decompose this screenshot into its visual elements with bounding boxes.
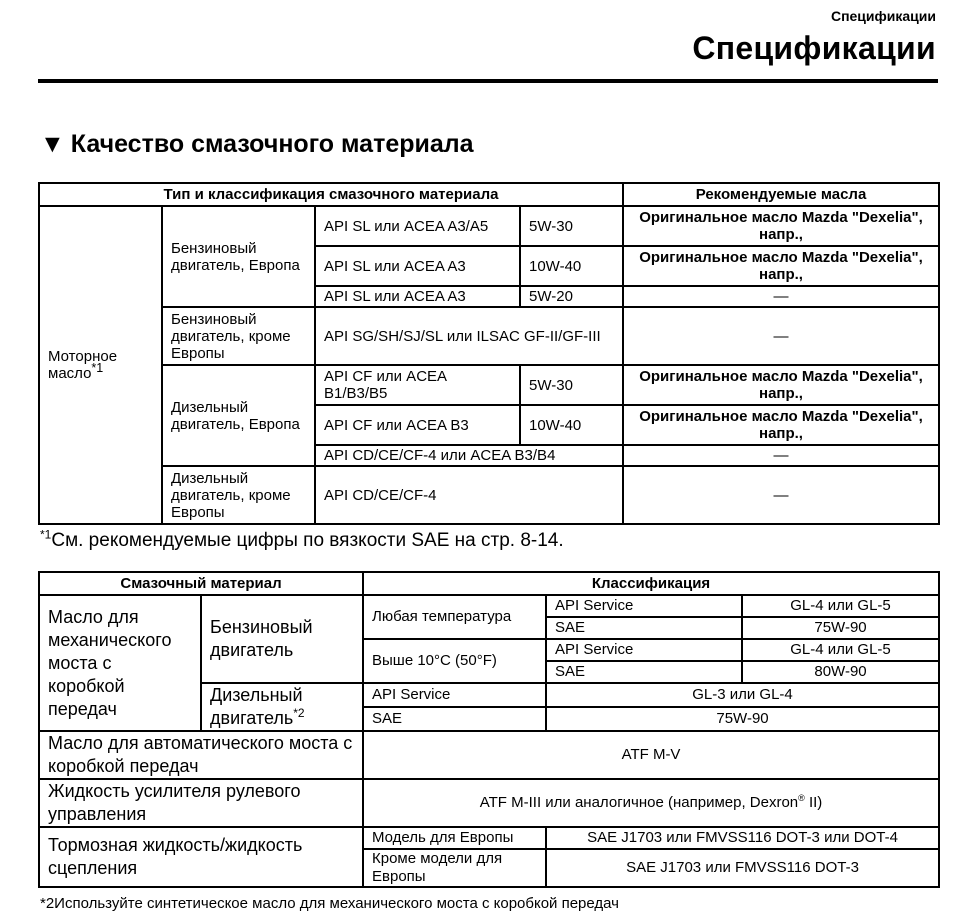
atf-label: Масло для автоматического моста с коробкой передач <box>39 731 363 779</box>
header-small-title: Спецификации <box>830 8 936 24</box>
classification-cell: API SL или ACEA A3 <box>315 286 520 307</box>
classification-cell: API SL или ACEA A3/A5 <box>315 206 520 246</box>
gear-oil-label: Масло для механического моста с коробкой передач <box>39 595 201 731</box>
api-service-label: API Service <box>546 595 742 617</box>
viscosity-cell: 10W-40 <box>520 246 623 286</box>
power-steering-label: Жидкость усилителя рулевого управления <box>39 779 363 827</box>
footnote-marker: *1 <box>40 527 52 542</box>
footnote-1 <box>40 527 564 552</box>
classification-value: 75W-90 <box>742 617 939 639</box>
above-temperature-label: Выше 10°C (50°F) <box>363 639 546 683</box>
diesel-engine-label: Дизельный двигатель$^{*2}$ <box>201 683 363 731</box>
classification-cell: API SG/SH/SJ/SL или ILSAC GF-II/GF-III <box>315 307 623 365</box>
classification-value: GL-4 или GL-5 <box>742 595 939 617</box>
viscosity-cell: 5W-30 <box>520 365 623 405</box>
recommended-oil-cell: — <box>623 445 939 466</box>
power-steering-value: ATF M-III или аналогичное (например, Dexron® II) <box>363 779 939 827</box>
classification-value: GL-3 или GL-4 <box>546 683 939 707</box>
engine-oil-label: Моторное масло$^{*1}$ <box>39 206 162 524</box>
group-name: Бензиновый двигатель, кроме Европы <box>162 307 315 365</box>
footnote-text: См. рекомендуемые цифры по вязкости SAE на стр. 8-14. <box>51 530 564 551</box>
viscosity-cell: 5W-30 <box>520 206 623 246</box>
footnote-2: *2Используйте синтетическое масло для механического моста с коробкой передач <box>40 895 619 912</box>
table-header: Тип и классификация смазочного материала <box>39 183 623 206</box>
classification-cell: API CF или ACEA B1/B3/B5 <box>315 365 520 405</box>
classification-value: SAE J1703 или FMVSS116 DOT-3 <box>546 849 939 887</box>
triangle-down-icon: ▼ <box>40 130 65 158</box>
group-name: Дизельный двигатель, Европа <box>162 365 315 466</box>
sae-label: SAE <box>363 707 546 731</box>
brake-fluid-label: Тормозная жидкость/жидкость сцепления <box>39 827 363 887</box>
group-name: Дизельный двигатель, кроме Европы <box>162 466 315 524</box>
header-divider <box>38 79 938 83</box>
classification-cell: API CD/CE/CF-4 или ACEA B3/B4 <box>315 445 623 466</box>
viscosity-cell: 10W-40 <box>520 405 623 445</box>
any-temperature-label: Любая температура <box>363 595 546 639</box>
atf-value: ATF M-V <box>363 731 939 779</box>
sae-label: SAE <box>546 661 742 683</box>
classification-value: GL-4 или GL-5 <box>742 639 939 661</box>
api-service-label: API Service <box>546 639 742 661</box>
recommended-oil-cell: — <box>623 286 939 307</box>
table-header: Классификация <box>363 572 939 595</box>
classification-cell: API CF или ACEA B3 <box>315 405 520 445</box>
recommended-oil-cell: Оригинальное масло Mazda "Dexelia", напр., <box>623 246 939 286</box>
engine-oil-table <box>38 182 940 525</box>
petrol-engine-label: Бензиновый двигатель <box>201 595 363 683</box>
api-service-label: API Service <box>363 683 546 707</box>
page-title: Спецификации <box>692 30 936 66</box>
recommended-oil-cell: Оригинальное масло Mazda "Dexelia", напр., <box>623 405 939 445</box>
lubricants-table <box>38 571 940 888</box>
classification-value: SAE J1703 или FMVSS116 DOT-3 или DOT-4 <box>546 827 939 849</box>
europe-model-label: Модель для Европы <box>363 827 546 849</box>
recommended-oil-cell: Оригинальное масло Mazda "Dexelia", напр., <box>623 206 939 246</box>
recommended-oil-cell: — <box>623 307 939 365</box>
table-header: Смазочный материал <box>39 572 363 595</box>
non-europe-model-label: Кроме модели для Европы <box>363 849 546 887</box>
group-name: Бензиновый двигатель, Европа <box>162 206 315 307</box>
recommended-oil-cell: — <box>623 466 939 524</box>
sae-label: SAE <box>546 617 742 639</box>
classification-cell: API CD/CE/CF-4 <box>315 466 623 524</box>
classification-value: 75W-90 <box>546 707 939 731</box>
viscosity-cell: 5W-20 <box>520 286 623 307</box>
table-header: Рекомендуемые масла <box>623 183 939 206</box>
classification-cell: API SL или ACEA A3 <box>315 246 520 286</box>
classification-value: 80W-90 <box>742 661 939 683</box>
section-title <box>40 130 474 159</box>
section-title-text: Качество смазочного материала <box>70 130 474 158</box>
recommended-oil-cell: Оригинальное масло Mazda "Dexelia", напр., <box>623 365 939 405</box>
